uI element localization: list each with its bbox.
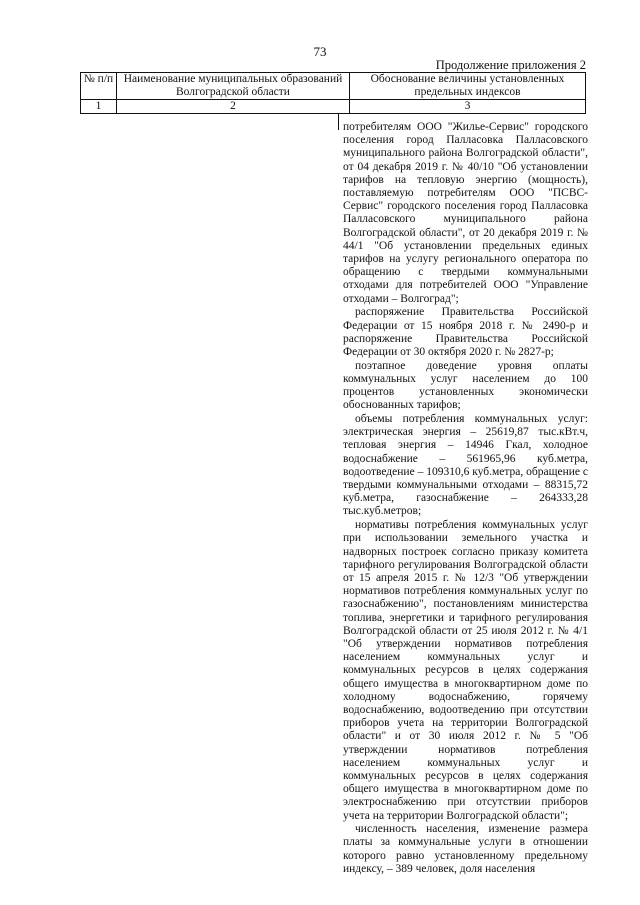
paragraph: нормативы потребления коммунальных услуг при использовании земельного участка и надворных построек согласно приказу комитета тарифного регулирования Волгоградской области от 15 апреля 2015 г. № 12/3 "Об утверждении нормативов потребления коммунальных услуг по газоснабжению", постановлениям министерства топлива, энергетики и тарифного регулирования Волгоградской области от 25 июля 2012 г. № 4/1 "Об утверждении нормативов потребления населением коммунальных услуг и коммунальных ресурсов в целях содержания общего имущества в многоквартирном доме по холодному водоснабжению, горячему водоснабжению, водоотведению при отсутствии приборов учета на территории Волгоградской области" и от 30 июля 2012 г. № 5 "Об утверждении нормативов потребления населением коммунальных услуг и коммунальных ресурсов в целях содержания общего имущества в многоквартирном доме по электроснабжению при отсутствии приборов учета на территории Волгоградской области"; xyxy=(343,519,588,822)
column-number-row xyxy=(81,100,586,114)
col-header-number: № п/п xyxy=(81,73,117,100)
justification-column xyxy=(343,121,588,877)
page-number: 73 xyxy=(313,44,327,59)
paragraph: объемы потребления коммунальных услуг: электрическая энергия – 25619,87 тыс.кВт.ч, тепловая энергия – 14946 Гкал, холодное водоснабжение – 561965,96 куб.метра, водоотведение – 109310,6 куб.метра, обращение с твердыми коммунальными отходами – 88315,72 куб.метра, газоснабжение – 264333,28 тыс.куб.метров; xyxy=(343,412,588,518)
col-header-justification: Обоснование величины установленных предельных индексов xyxy=(350,73,586,100)
paragraph: потребителям ООО "Жилье-Сервис" городского поселения город Палласовка Палласовского муниципального района Волгоградской области", от 04 декабря 2019 г. № 40/10 "Об установлении тарифов на тепловую энергию (мощность), поставляемую потребителям ООО "ПСВС-Сервис" городского поселения город Палласовка Палласовского муниципального района Волгоградской области", от 20 декабря 2019 г. № 44/1 "Об установлении предельных единых тарифов на услугу регионального оператора по обращению с твердыми коммунальными отходами для потребителей ООО "Управление отходами – Волгоград"; xyxy=(343,121,588,305)
column-divider xyxy=(338,114,339,130)
col-number-3: 3 xyxy=(350,100,586,114)
col-header-municipality: Наименование муниципальных образований Волгоградской области xyxy=(117,73,350,100)
continuation-label: Продолжение приложения 2 xyxy=(435,58,586,72)
paragraph: численность населения, изменение размера платы за коммунальные услуги в отношении которого равно установленному предельному индексу, – 389 человек, доля населения xyxy=(343,823,588,875)
header-row xyxy=(81,73,586,100)
paragraph: распоряжение Правительства Российской Федерации от 15 ноября 2018 г. № 2490-р и распоряжение Правительства Российской Федерации от 30 октября 2020 г. № 2827-р; xyxy=(343,306,588,358)
header-table xyxy=(80,72,586,114)
col-number-1: 1 xyxy=(81,100,117,114)
paragraph: поэтапное доведение уровня оплаты коммунальных услуг населением до 100 процентов установленных экономически обоснованных тарифов; xyxy=(343,359,588,412)
col-number-2: 2 xyxy=(117,100,350,114)
